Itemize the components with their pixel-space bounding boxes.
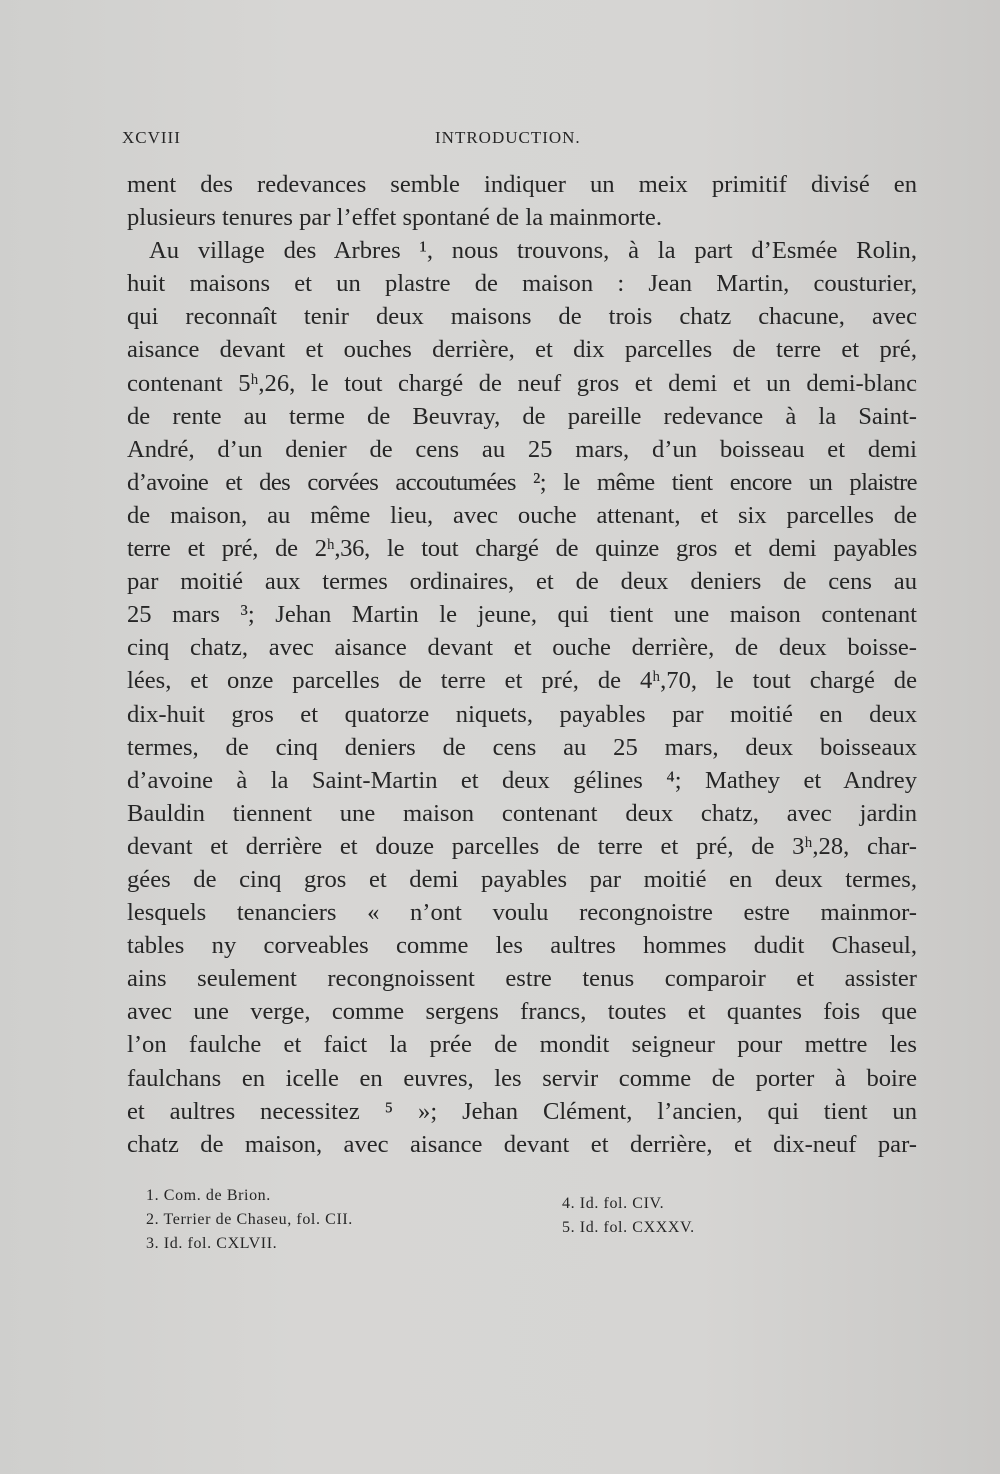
footnote: 5. Id. fol. CXXXV. [562, 1219, 695, 1236]
text-line: qui reconnaît tenir deux maisons de trois chatz chacune, avec [127, 303, 917, 331]
text-line: contenant 5ʰ,26, le tout chargé de neuf gros et demi et un demi-blanc [127, 369, 917, 397]
text-line: huit maisons et un plastre de maison : Jean Martin, cousturier, [127, 270, 917, 298]
text-line: chatz de maison, avec aisance devant et derrière, et dix-neuf par- [127, 1130, 917, 1158]
text-line: et aultres necessitez ⁵ »; Jehan Clément, l’ancien, qui tient un [127, 1097, 917, 1125]
text-line: de maison, au même lieu, avec ouche attenant, et six parcelles de [127, 501, 917, 529]
text-line: aisance devant et ouches derrière, et dix parcelles de terre et pré, [127, 336, 917, 364]
text-line: dix-huit gros et quatorze niquets, payables par moitié en deux [127, 700, 917, 728]
running-title: INTRODUCTION. [435, 128, 581, 147]
text-line: tables ny corveables comme les aultres hommes dudit Chaseul, [127, 932, 917, 960]
text-line: gées de cinq gros et demi payables par moitié en deux termes, [127, 865, 917, 893]
folio-number: XCVIII [122, 128, 181, 147]
footnotes-right-column [562, 1192, 882, 1240]
text-line: l’on faulche et faict la prée de mondit seigneur pour mettre les [127, 1031, 917, 1059]
text-line: ains seulement recongnoissent estre tenus comparoir et assister [127, 965, 917, 993]
text-line: de rente au terme de Beuvray, de pareille redevance à la Saint- [127, 402, 917, 430]
text-line: d’avoine et des corvées accoutumées ²; le même tient encore un plaistre [127, 468, 917, 496]
text-line: par moitié aux termes ordinaires, et de deux deniers de cens au [127, 568, 917, 596]
footnote: 4. Id. fol. CIV. [562, 1195, 665, 1212]
page-header [122, 128, 922, 156]
text-line: termes, de cinq deniers de cens au 25 mars, deux boisseaux [127, 733, 917, 761]
text-line: terre et pré, de 2ʰ,36, le tout chargé de quinze gros et demi payables [127, 535, 917, 563]
footnote: 3. Id. fol. CXLVII. [146, 1235, 278, 1252]
body-text [127, 168, 917, 1161]
text-line: lées, et onze parcelles de terre et pré, de 4ʰ,70, le tout chargé de [127, 667, 917, 695]
footnote: 1. Com. de Brion. [146, 1187, 271, 1204]
text-line: devant et derrière et douze parcelles de terre et pré, de 3ʰ,28, char- [127, 832, 917, 860]
text-line: faulchans en icelle en euvres, les servir comme de porter à boire [127, 1064, 917, 1092]
text-line: cinq chatz, avec aisance devant et ouche derrière, de deux boisse- [127, 634, 917, 662]
text-line: André, d’un denier de cens au 25 mars, d’un boisseau et demi [127, 435, 917, 463]
text-line: avec une verge, comme sergens francs, toutes et quantes fois que [127, 998, 917, 1026]
text-line: ment des redevances semble indiquer un meix primitif divisé en [127, 171, 917, 198]
text-line: plusieurs tenures par l’effet spontané de la mainmorte. [127, 204, 662, 232]
text-line: 25 mars ³; Jehan Martin le jeune, qui tient une maison contenant [127, 601, 917, 629]
footnote: 2. Terrier de Chaseu, fol. CII. [146, 1211, 353, 1228]
text-line: Bauldin tiennent une maison contenant deux chatz, avec jardin [127, 799, 917, 827]
text-line: d’avoine à la Saint-Martin et deux gélines ⁴; Mathey et Andrey [127, 766, 917, 794]
footnotes-left-column [146, 1184, 506, 1256]
text-line: lesquels tenanciers « n’ont voulu recongnoistre estre mainmor- [127, 899, 917, 927]
text-line: Au village des Arbres ¹, nous trouvons, à la part d’Esmée Rolin, [149, 237, 917, 265]
